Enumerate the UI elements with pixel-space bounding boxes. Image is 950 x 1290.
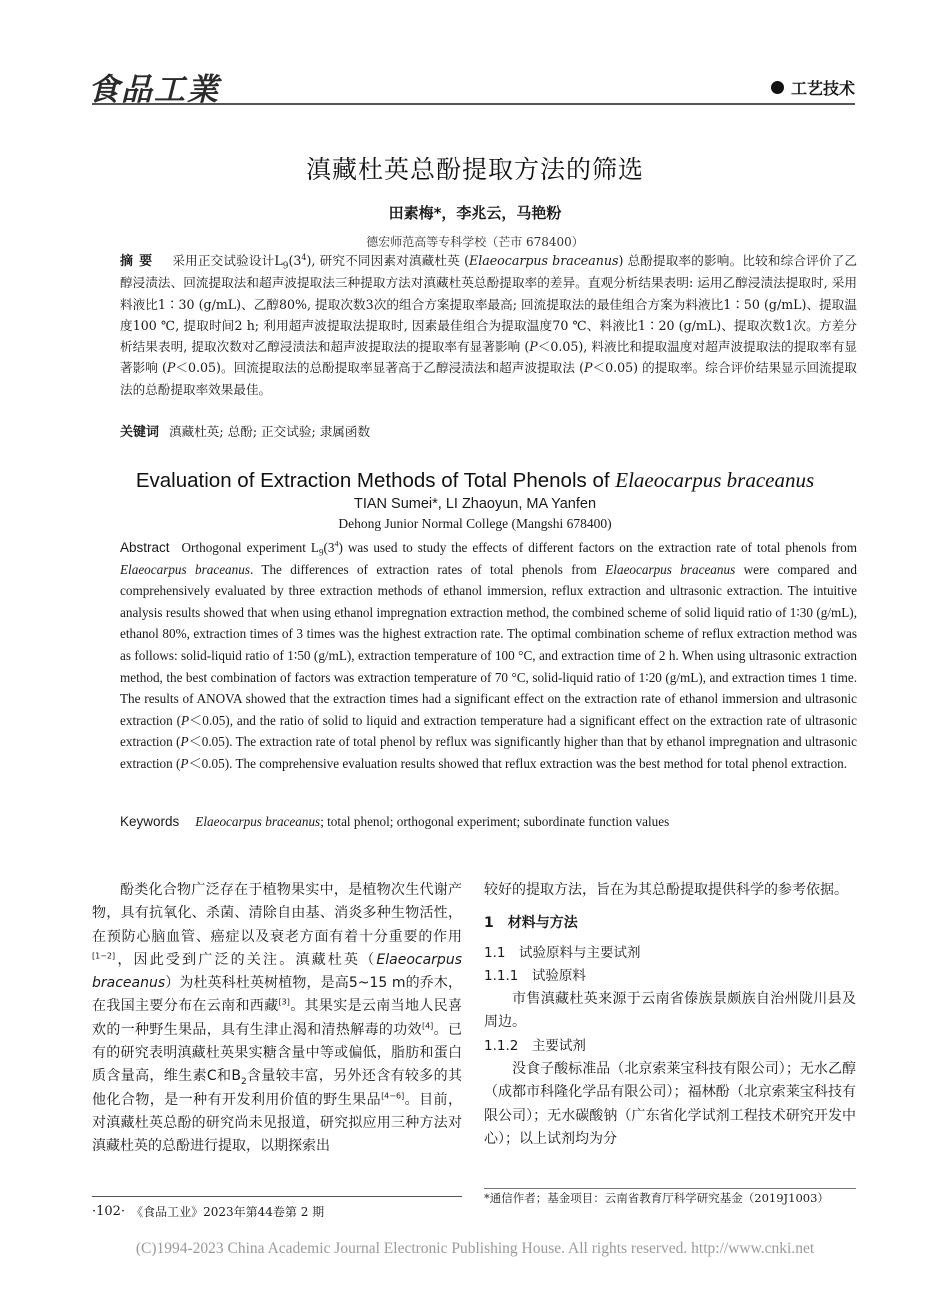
abstract-text-en: Orthogonal experiment $L_9(3^4)$ was used to study the effects of different factors on the extraction rate of total phenols from Elaeocarpus braceanus. The differences of extraction rates of total phenols from Elaeocarpus braceanus were compared and comprehensively evaluated by three extraction methods of ethanol immersion, reflux extraction and ultrasonic extraction. The intuitive analysis results showed that when using ethanol impregnation extraction method, the combined scheme of solid liquid ratio of 1∶30 (g/mL), ethanol 80%, extraction times of 3 times was the highest extraction rate. The optimal combination scheme of reflux extraction method was as follows: solid-liquid ratio of 1∶50 (g/mL), extraction temperature of 100 °C, and extraction time of 2 h. When using ultrasonic extraction method, the best combination of factors was extraction temperature of 70 °C, solid-liquid ratio of 1∶20 (g/mL), and extraction times 1 time. The results of ANOVA showed that the extraction times had a significant effect on the extraction rate of ethanol immersion and ultrasonic extraction (P＜0.05), and the ratio of solid to liquid and extraction temperature had a significant effect on the extraction rate of ultrasonic extraction (P＜0.05). The extraction rate of total phenol by reflux was significantly higher than that by ethanol impregnation and ultrasonic extraction (P＜0.05). The comprehensive evaluation results showed that reflux extraction was the best method for total phenol extraction. bbox=[120, 539, 857, 771]
intro-paragraph-continued: 较好的提取方法，旨在为其总酚提取提供科学的参考依据。 bbox=[484, 882, 848, 898]
page-footer bbox=[92, 1203, 324, 1220]
page-number: ·102· bbox=[92, 1204, 126, 1219]
subsection-heading-1-1-1: 1.1.1 试验原料 bbox=[484, 967, 586, 984]
keywords-text-cn: 滇藏杜英; 总酚; 正交试验; 隶属函数 bbox=[169, 424, 371, 439]
footnote: *通信作者；基金项目：云南省教育厅科学研究基金（2019J1003） bbox=[484, 1191, 829, 1205]
body-column-left bbox=[92, 879, 462, 1159]
subsection-heading-1-1: 1.1 试验原料与主要试剂 bbox=[484, 944, 641, 961]
subsection-heading-1-1-2: 1.1.2 主要试剂 bbox=[484, 1037, 586, 1054]
reagents-paragraph: 没食子酸标准品（北京索莱宝科技有限公司）；无水乙醇（成都市科隆化学品有限公司）；福林酚（北京索莱宝科技有限公司）；无水碳酸钠（广东省化学试剂工程技术研究开发中心）；以上试剂均为分 bbox=[484, 1061, 856, 1147]
intro-paragraph: 酚类化合物广泛存在于植物果实中，是植物次生代谢产物，具有抗氧化、杀菌、清除自由基、消炎多种生物活性，在预防心脑血管、癌症以及衰老方面有着十分重要的作用[1−2]，因此受到广泛的关注。滇藏杜英（Elaeocarpus braceanus）为杜英科杜英树植物，是高5~15 m的乔木，在我国主要分布在云南和西藏[3]。其果实是云南当地人民喜欢的一种野生果品，具有生津止渴和清热解毒的功效[4]。已有的研究表明滇藏杜英果实糖含量中等或偏低，脂肪和蛋白质含量高，维生素C和$B_2$含量较丰富，另外还含有较多的其他化合物，是一种有开发利用价值的野生果品[4−6]。目前，对滇藏杜英总酚的研究尚未见报道，研究拟应用三种方法对滇藏杜英的总酚进行提取，以期探索出 bbox=[92, 882, 463, 1155]
keywords-en bbox=[120, 814, 857, 830]
section-label bbox=[771, 76, 855, 99]
header-divider bbox=[92, 103, 855, 105]
paper-title-cn: 滇藏杜英总酚提取方法的筛选 bbox=[305, 155, 644, 184]
section-label-text: 工艺技术 bbox=[790, 79, 855, 98]
abstract-cn bbox=[120, 250, 857, 400]
authors-en: TIAN Sumei*, LI Zhaoyun, MA Yanfen bbox=[353, 496, 597, 512]
footer-divider-left bbox=[92, 1196, 462, 1197]
abstract-en bbox=[120, 537, 857, 775]
keywords-text-en: Elaeocarpus braceanus; total phenol; orthogonal experiment; subordinate function values bbox=[195, 814, 670, 829]
bullet-icon bbox=[771, 81, 784, 94]
affiliation-en: Dehong Junior Normal College (Mangshi 678400) bbox=[338, 516, 612, 531]
affiliation-cn: 德宏师范高等专科学校（芒市 678400） bbox=[366, 235, 584, 249]
body-column-right bbox=[484, 879, 856, 1151]
keywords-cn bbox=[120, 421, 857, 440]
section-heading-1: 1 材料与方法 bbox=[484, 915, 578, 932]
journal-logo: 食品工業 bbox=[88, 72, 220, 108]
abstract-label-en: Abstract bbox=[120, 540, 170, 555]
footnote-divider bbox=[484, 1188, 856, 1189]
journal-issue: 《食品工业》2023年第44卷第 2 期 bbox=[131, 1205, 325, 1219]
keywords-label-en: Keywords bbox=[120, 814, 180, 829]
abstract-label-cn: 摘要 bbox=[120, 254, 159, 269]
copyright-notice: (C)1994-2023 China Academic Journal Electronic Publishing House. All rights reserved. http://www.cnki.net bbox=[135, 1240, 815, 1257]
abstract-text-cn: 采用正交试验设计$L_9(3^4)$, 研究不同因素对滇藏杜英 (Elaeocarpus braceanus) 总酚提取率的影响。比较和综合评价了乙醇浸渍法、回流提取法和超声波提取法三种提取方法对滇藏杜英总酚提取率的差异。直观分析结果表明: 运用乙醇浸渍法提取时, 采用料液比1∶30 (g/mL)、乙醇80%, 提取次数3次的组合方案提取率最高; 回流提取法的最佳组合方案为料液比1∶50 (g/mL)、提取温度100 ℃, 提取时间2 h; 利用超声波提取法提取时, 因素最佳组合为提取温度70 ℃、料液比1∶20 (g/mL)、提取次数1次。方差分析结果表明, 提取次数对乙醇浸渍法和超声波提取法的提取率有显著影响 (P＜0.05), 料液比和提取温度对超声波提取法的提取率有显著影响 (P＜0.05)。回流提取法的总酚提取率显著高于乙醇浸渍法和超声波提取法 (P＜0.05) 的提取率。综合评价结果显示回流提取法的总酚提取率效果最佳。 bbox=[120, 252, 857, 397]
keywords-label-cn: 关键词 bbox=[120, 425, 160, 440]
material-paragraph: 市售滇藏杜英来源于云南省傣族景颇族自治州陇川县及周边。 bbox=[484, 991, 856, 1031]
paper-title-en: Evaluation of Extraction Methods of Total Phenols of Elaeocarpus braceanus bbox=[135, 468, 815, 492]
authors-cn: 田素梅*，李兆云，马艳粉 bbox=[388, 204, 562, 222]
